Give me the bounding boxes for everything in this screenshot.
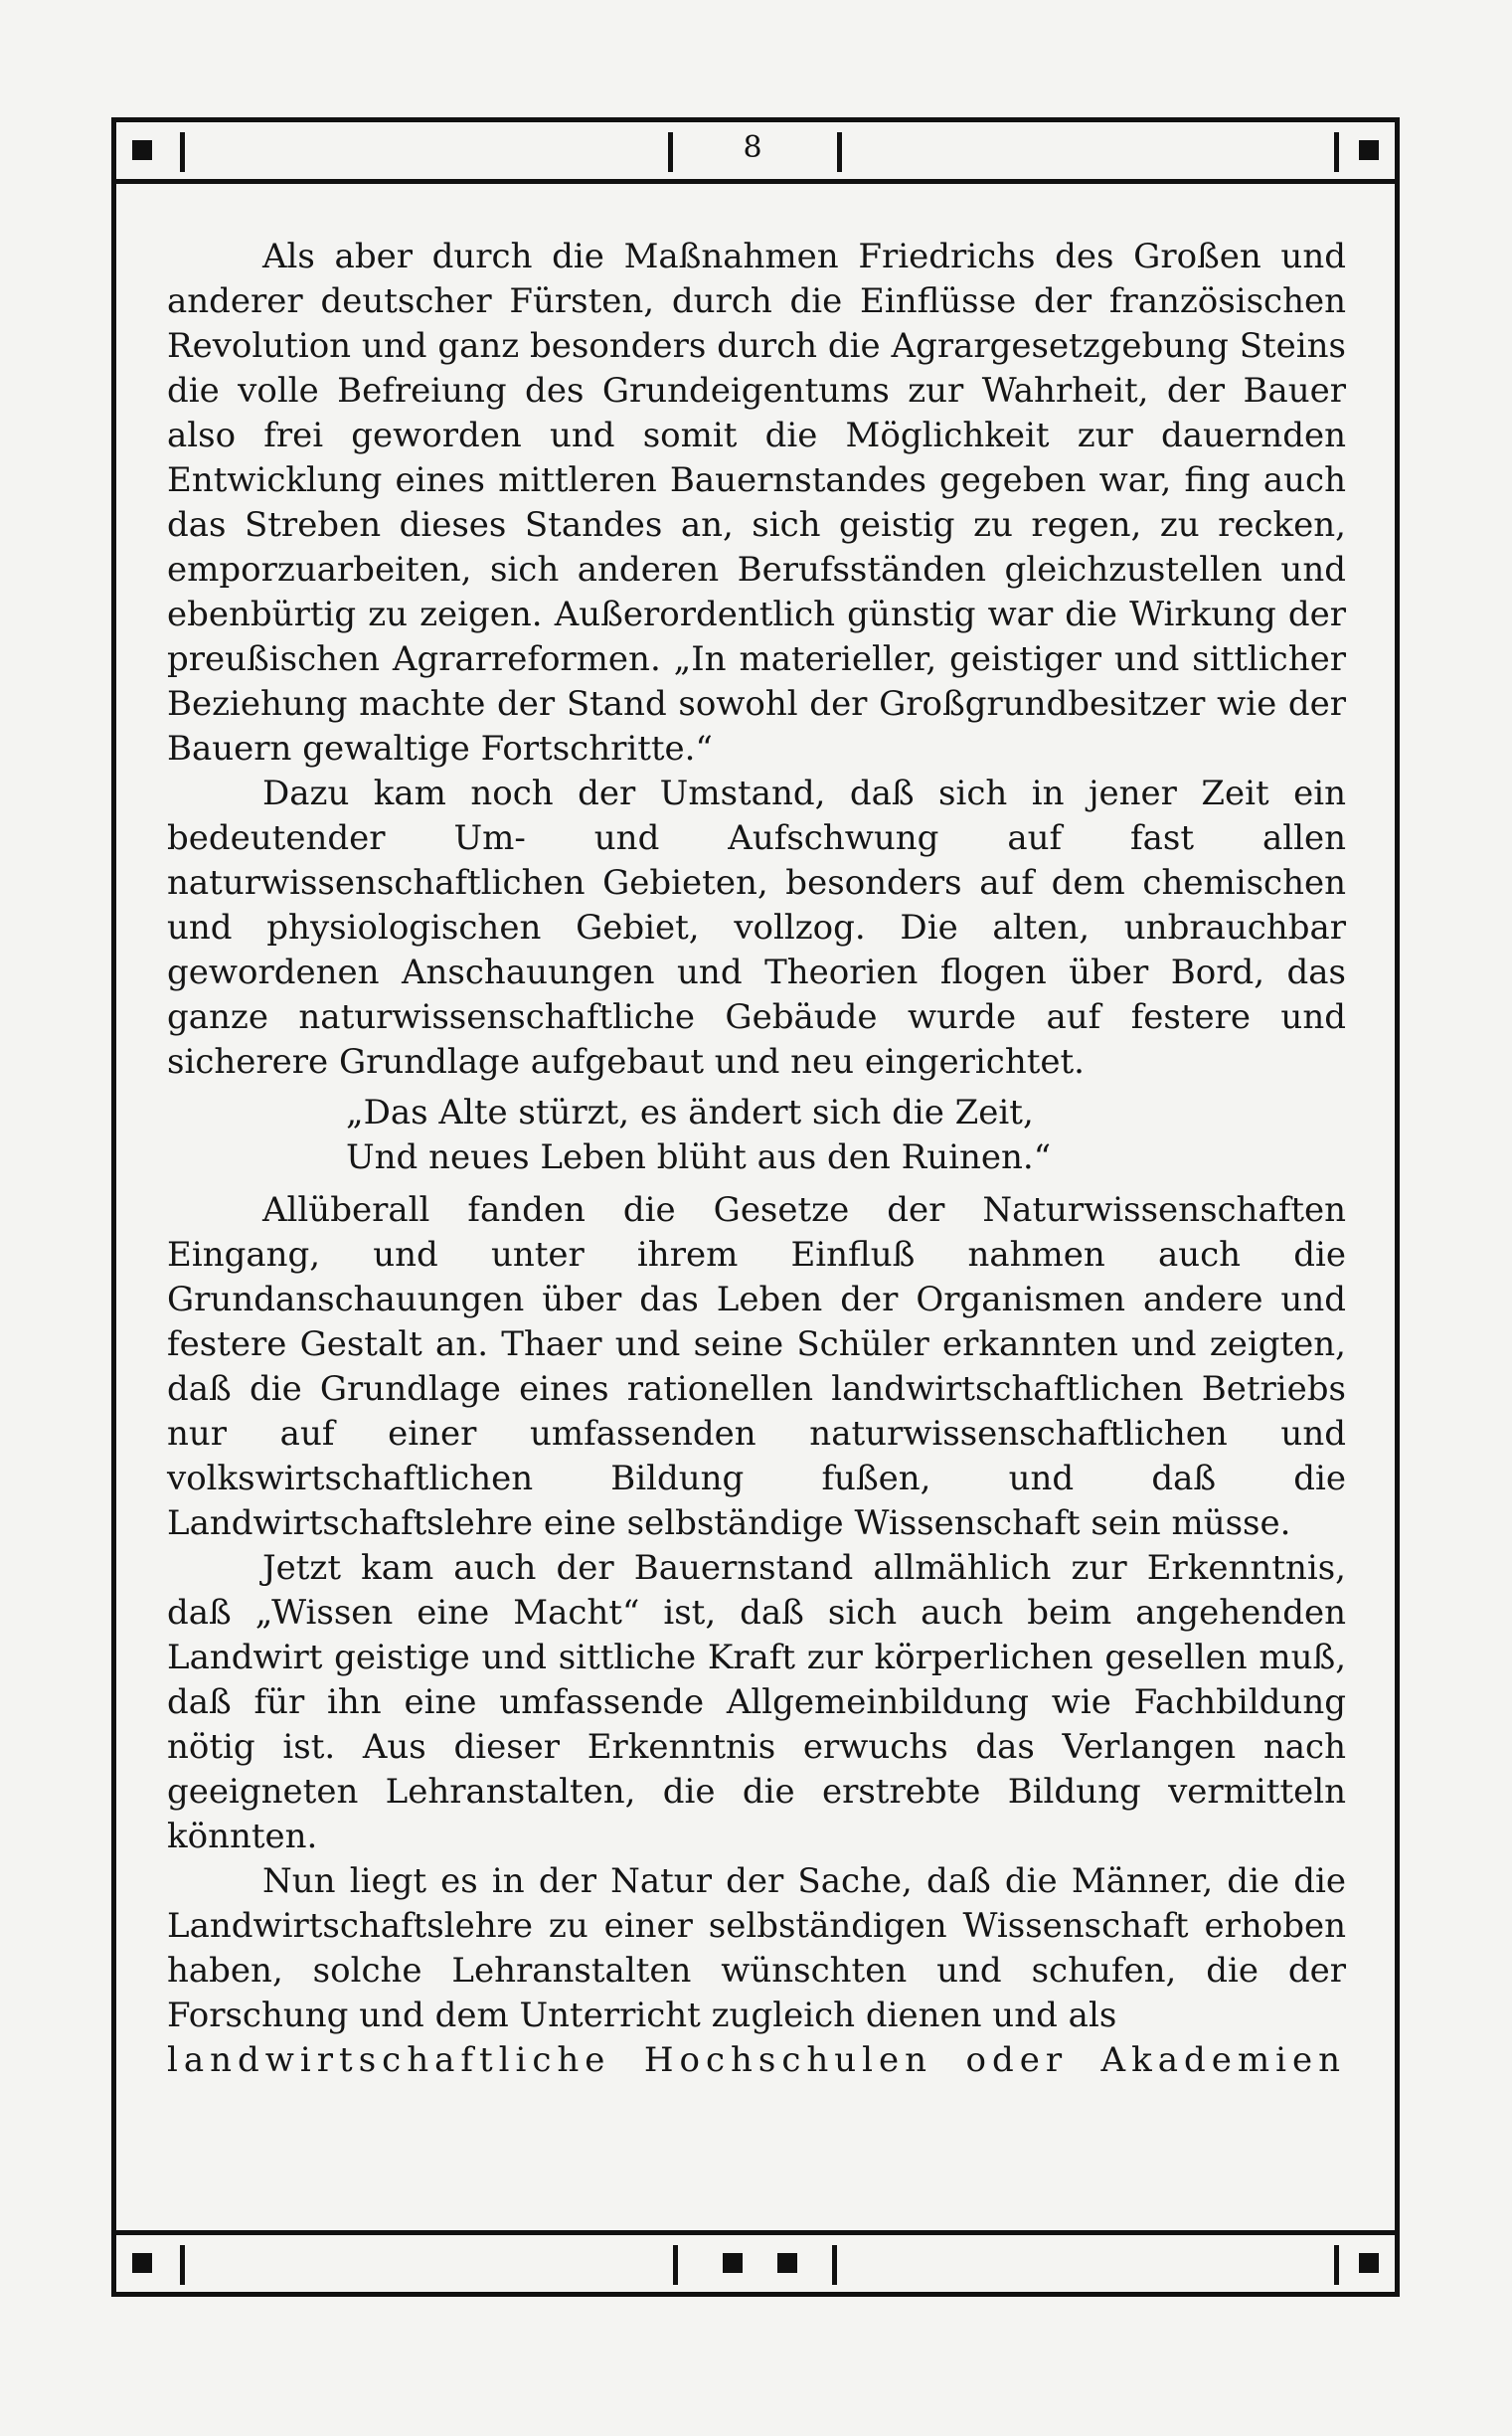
closing-line bbox=[167, 2038, 1346, 2083]
footer-square-right-icon bbox=[1359, 2253, 1379, 2273]
paragraph-2: Dazu kam noch der Umstand, daß sich in jener Zeit ein bedeutender Um- und Aufschwung auf fast allen naturwissenschaftlichen Gebieten, besonders auf dem chemischen und physiologischen Gebiet, vollzog. Die alten, unbrauchbar gewordenen Anschauungen und Theorien flogen über Bord, das ganze naturwissenschaftliche Gebäude wurde auf festere und sicherere Grundlage aufgebaut und neu eingerichtet. bbox=[167, 774, 1346, 1082]
footer-divider-center-left bbox=[673, 2245, 678, 2285]
footer-divider-right bbox=[1334, 2245, 1339, 2285]
page-number: 8 bbox=[743, 130, 762, 165]
footer-divider-left bbox=[180, 2245, 185, 2285]
header-divider-right bbox=[1334, 132, 1339, 172]
footer-square-center-2-icon bbox=[777, 2253, 797, 2273]
header-band bbox=[116, 122, 1395, 184]
footer-divider-center-right bbox=[832, 2245, 837, 2285]
footer-band bbox=[116, 2230, 1395, 2292]
body-text bbox=[167, 235, 1346, 2083]
quote-line-1: „Das Alte stürzt, es ändert sich die Zeit, bbox=[346, 1093, 1034, 1132]
header-divider-left bbox=[180, 132, 185, 172]
paragraph-4: Jetzt kam auch der Bauernstand allmählich zur Erkenntnis, daß „Wissen eine Macht“ ist, daß sich auch beim angehenden Landwirt geistige und sittliche Kraft zur körperlichen gesellen muß, daß für ihn eine umfassende Allgemeinbildung wie Fachbildung nötig ist. Aus dieser Erkenntnis erwuchs das Verlangen nach geeigneten Lehranstalten, die die erstrebte Bildung vermitteln könnten. bbox=[167, 1548, 1346, 1856]
paragraph-3: Allüberall fanden die Gesetze der Naturwissenschaften Eingang, und unter ihrem Einfluß nahmen auch die Grundanschauungen über das Leben der Organismen andere und festere Gestalt an. Thaer und seine Schüler erkannten und zeigten, daß die Grundlage eines rationellen landwirtschaftlichen Betriebs nur auf einer umfassenden naturwissenschaftlichen und volkswirtschaftlichen Bildung fußen, und daß die Landwirtschaftslehre eine selbständige Wissenschaft sein müsse. bbox=[167, 1190, 1346, 1543]
closing-spaced-text: landwirtschaftliche Hochschulen oder Akademien bbox=[167, 2040, 1346, 2080]
paragraph-1: Als aber durch die Maßnahmen Friedrichs des Großen und anderer deutscher Fürsten, durch die Einflüsse der französischen Revolution und ganz besonders durch die Agrargesetzgebung Steins die volle Befreiung des Grundeigentums zur Wahrheit, der Bauer also frei geworden und somit die Möglichkeit zur dauernden Entwicklung eines mittleren Bauernstandes gegeben war, fing auch das Streben dieses Standes an, sich geistig zu regen, zu recken, emporzuarbeiten, sich anderen Berufsständen gleichzustellen und ebenbürtig zu zeigen. Außerordentlich günstig war die Wirkung der preußischen Agrarreformen. „In materieller, geistiger und sittlicher Beziehung machte der Stand sowohl der Großgrundbesitzer wie der Bauern gewaltige Fortschritte.“ bbox=[167, 237, 1346, 769]
footer-square-center-1-icon bbox=[723, 2253, 743, 2273]
paragraph-5: Nun liegt es in der Natur der Sache, daß die Männer, die die Landwirtschaftslehre zu einer selbständigen Wissenschaft erhoben haben, solche Lehranstalten wünschten und schufen, die der Forschung und dem Unterricht zugleich dienen und als bbox=[167, 1861, 1346, 2035]
header-square-left-icon bbox=[132, 140, 152, 160]
header-square-right-icon bbox=[1359, 140, 1379, 160]
quote-line-2: Und neues Leben blüht aus den Ruinen.“ bbox=[346, 1137, 1052, 1177]
footer-square-left-icon bbox=[132, 2253, 152, 2273]
header-divider-center-right bbox=[837, 132, 842, 172]
